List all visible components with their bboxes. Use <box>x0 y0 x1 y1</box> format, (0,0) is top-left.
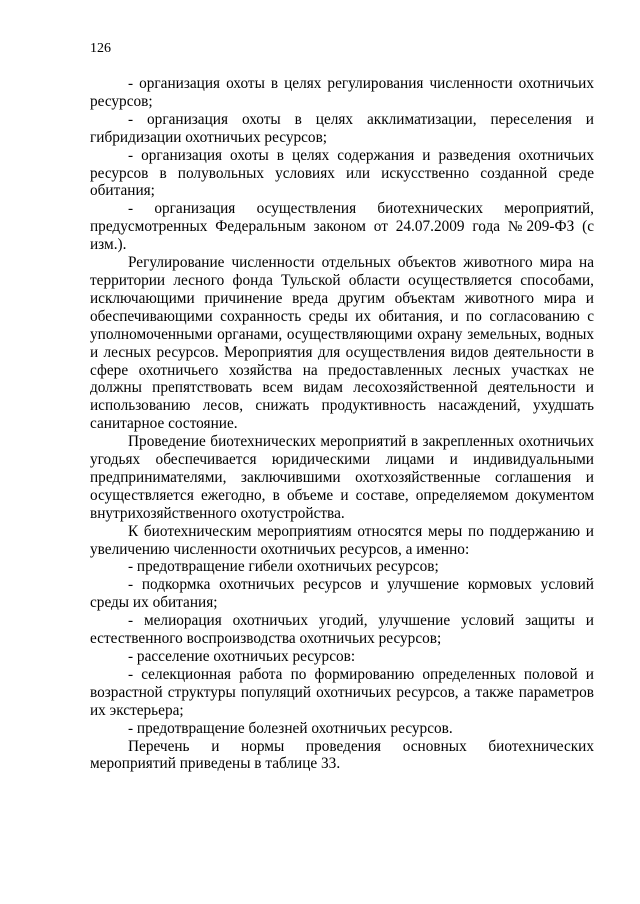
list-item-disease-prevention: - предотвращение болезней охотничьих ресурсов. <box>128 719 453 737</box>
list-item-hunting-acclimatization: - организация охоты в целях акклиматизации, переселения и гибридизации охотничьих ресурсов; <box>90 110 594 146</box>
list-item-prevent-death: - предотвращение гибели охотничьих ресурсов; <box>128 558 439 576</box>
list-item-feeding: - подкормка охотничьих ресурсов и улучшение кормовых условий среды их обитания; <box>90 576 594 612</box>
list-item-melioration: - мелиорация охотничьих угодий, улучшение условий защиты и естественного воспроизводства охотничьих ресурсов; <box>90 612 594 648</box>
list-item-hunting-regulation: - организация охоты в целях регулирования численности охотничьих ресурсов; <box>90 75 594 110</box>
body-text <box>90 75 594 773</box>
paragraph-biotechnical-measures: Проведение биотехнических мероприятий в закрепленных охотничьих угодьях обеспечивается юридическими лицами и индивидуальными предпринимателями, заключившими охотхозяйственные соглашения и осуществляется ежегодно, в объеме и составе, определяемом документом внутрихозяйственного охотустройства. <box>90 433 594 522</box>
list-item-selection-work: - селекционная работа по формированию определенных половой и возрастной структуры популяций охотничьих ресурсов, а также параметров их экстерьера; <box>90 665 594 719</box>
paragraph-table-reference: Перечень и нормы проведения основных биотехнических мероприятий приведены в таблице 33. <box>90 737 594 773</box>
page-number: 126 <box>90 41 111 56</box>
paragraph-biotechnical-list-intro: К биотехническим мероприятиям относятся меры по поддержанию и увеличению численности охотничьих ресурсов, а именно: <box>90 522 594 558</box>
list-item-biotechnical-measures-law: - организация осуществления биотехнических мероприятий, предусмотренных Федеральным законом от 24.07.2009 года №209-ФЗ (с изм.). <box>90 200 594 254</box>
list-item-resettlement: - расселение охотничьих ресурсов: <box>128 648 356 665</box>
paragraph-population-regulation: Регулирование численности отдельных объектов животного мира на территории лесного фонда Тульской области осуществляется способами, исключающими причинение вреда другим объектам животного мира и обеспечивающими сохранность среды их обитания, и по согласованию с уполномоченными органами, осуществляющими охрану земельных, водных и лесных ресурсов. Мероприятия для осуществления видов деятельности в сфере охотничьего хозяйства на предоставленных лесных участках не должны препятствовать всем видам лесохозяйственной деятельности и использованию лесов, снижать продуктивность насаждений, ухудшать санитарное состояние. <box>90 254 594 433</box>
list-item-hunting-breeding: - организация охоты в целях содержания и разведения охотничьих ресурсов в полувольных условиях или искусственно созданной среде обитания; <box>90 146 594 200</box>
